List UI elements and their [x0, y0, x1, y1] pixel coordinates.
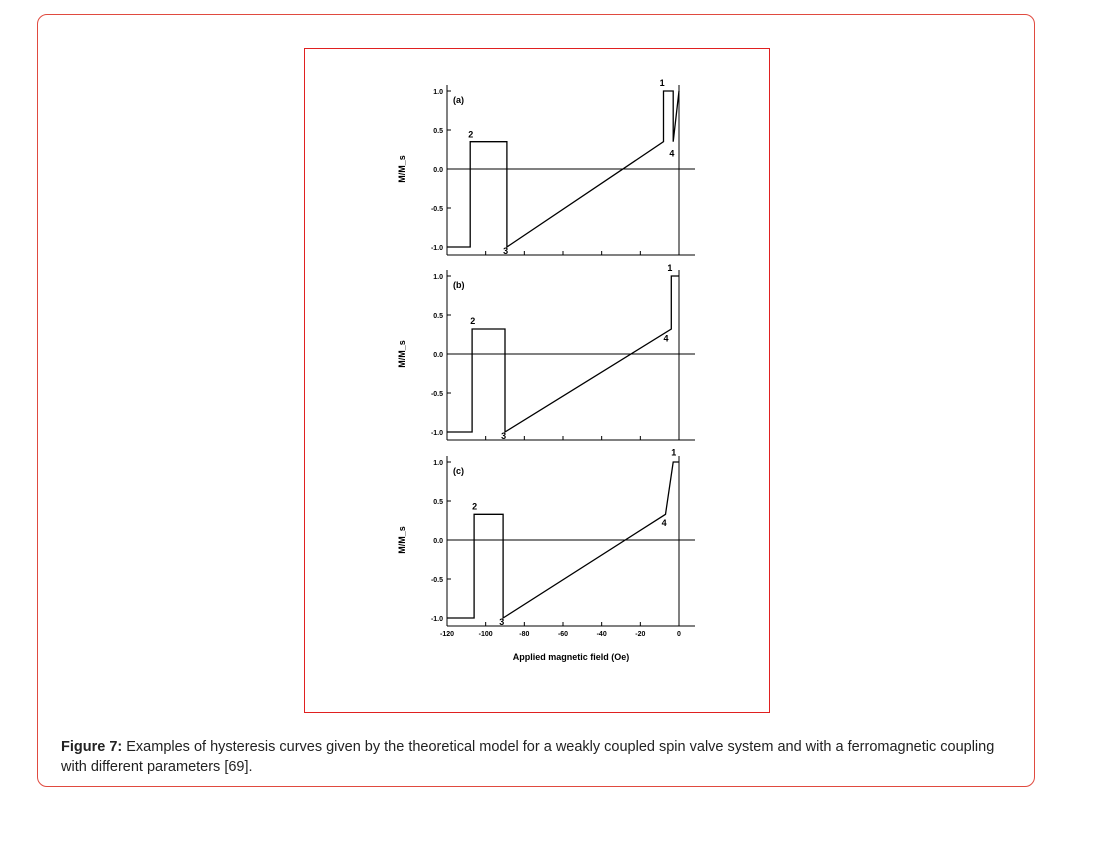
x-tick-label: -20	[635, 631, 646, 638]
point-label: 3	[503, 245, 509, 256]
y-tick-label: -0.5	[430, 391, 443, 398]
y-tick-label: -0.5	[430, 206, 443, 213]
point-label: 2	[468, 129, 474, 140]
point-label: 1	[671, 447, 677, 458]
x-tick-label: -60	[557, 631, 569, 638]
panel-label: (b)	[453, 280, 465, 290]
caption-label: Figure 7:	[61, 739, 123, 755]
y-tick-label: 1.0	[433, 460, 443, 467]
figure-caption	[61, 737, 1001, 777]
y-tick-label: -1.0	[430, 616, 443, 623]
y-tick-label: -1.0	[430, 430, 443, 437]
point-label: 3	[501, 430, 507, 441]
y-tick-label: 0.0	[433, 352, 443, 359]
y-tick-label: 0.5	[433, 313, 443, 320]
point-label: 4	[661, 517, 667, 528]
x-tick-label: -40	[596, 631, 607, 638]
point-label: 4	[663, 333, 669, 344]
panel-label: (a)	[453, 95, 464, 105]
figure-image	[304, 48, 770, 713]
y-tick-label: 1.0	[433, 89, 443, 96]
panel-label: (c)	[453, 466, 464, 476]
y-tick-label: 0.0	[433, 538, 443, 545]
y-tick-label: -1.0	[430, 245, 443, 252]
y-tick-label: 0.5	[433, 499, 443, 506]
y-axis-label: M/M_s	[397, 340, 407, 368]
y-tick-label: 0.5	[433, 128, 443, 135]
y-tick-label: 1.0	[433, 274, 443, 281]
x-tick-label: -100	[478, 631, 493, 638]
y-axis-label: M/M_s	[397, 526, 407, 554]
y-tick-label: -0.5	[430, 577, 443, 584]
caption-text: Examples of hysteresis curves given by the theoretical model for a weakly coupled spin valve system and with a ferromagnetic coupling with different parameters [69].	[61, 739, 995, 775]
point-label: 2	[470, 316, 476, 327]
point-label: 3	[499, 616, 505, 627]
x-tick-label: -120	[439, 631, 455, 638]
point-label: 1	[659, 78, 665, 89]
x-tick-label: 0	[677, 631, 681, 638]
x-tick-label: -80	[519, 631, 530, 638]
y-axis-label: M/M_s	[397, 155, 407, 183]
panel-2	[397, 448, 695, 662]
hysteresis-figure	[305, 49, 771, 714]
y-tick-label: 0.0	[433, 167, 443, 174]
x-axis-label: Applied magnetic field (Oe)	[512, 652, 630, 662]
point-label: 4	[669, 148, 675, 159]
panel-0	[397, 78, 695, 256]
point-label: 1	[667, 263, 673, 274]
point-label: 2	[472, 501, 478, 512]
panel-1	[397, 263, 695, 441]
